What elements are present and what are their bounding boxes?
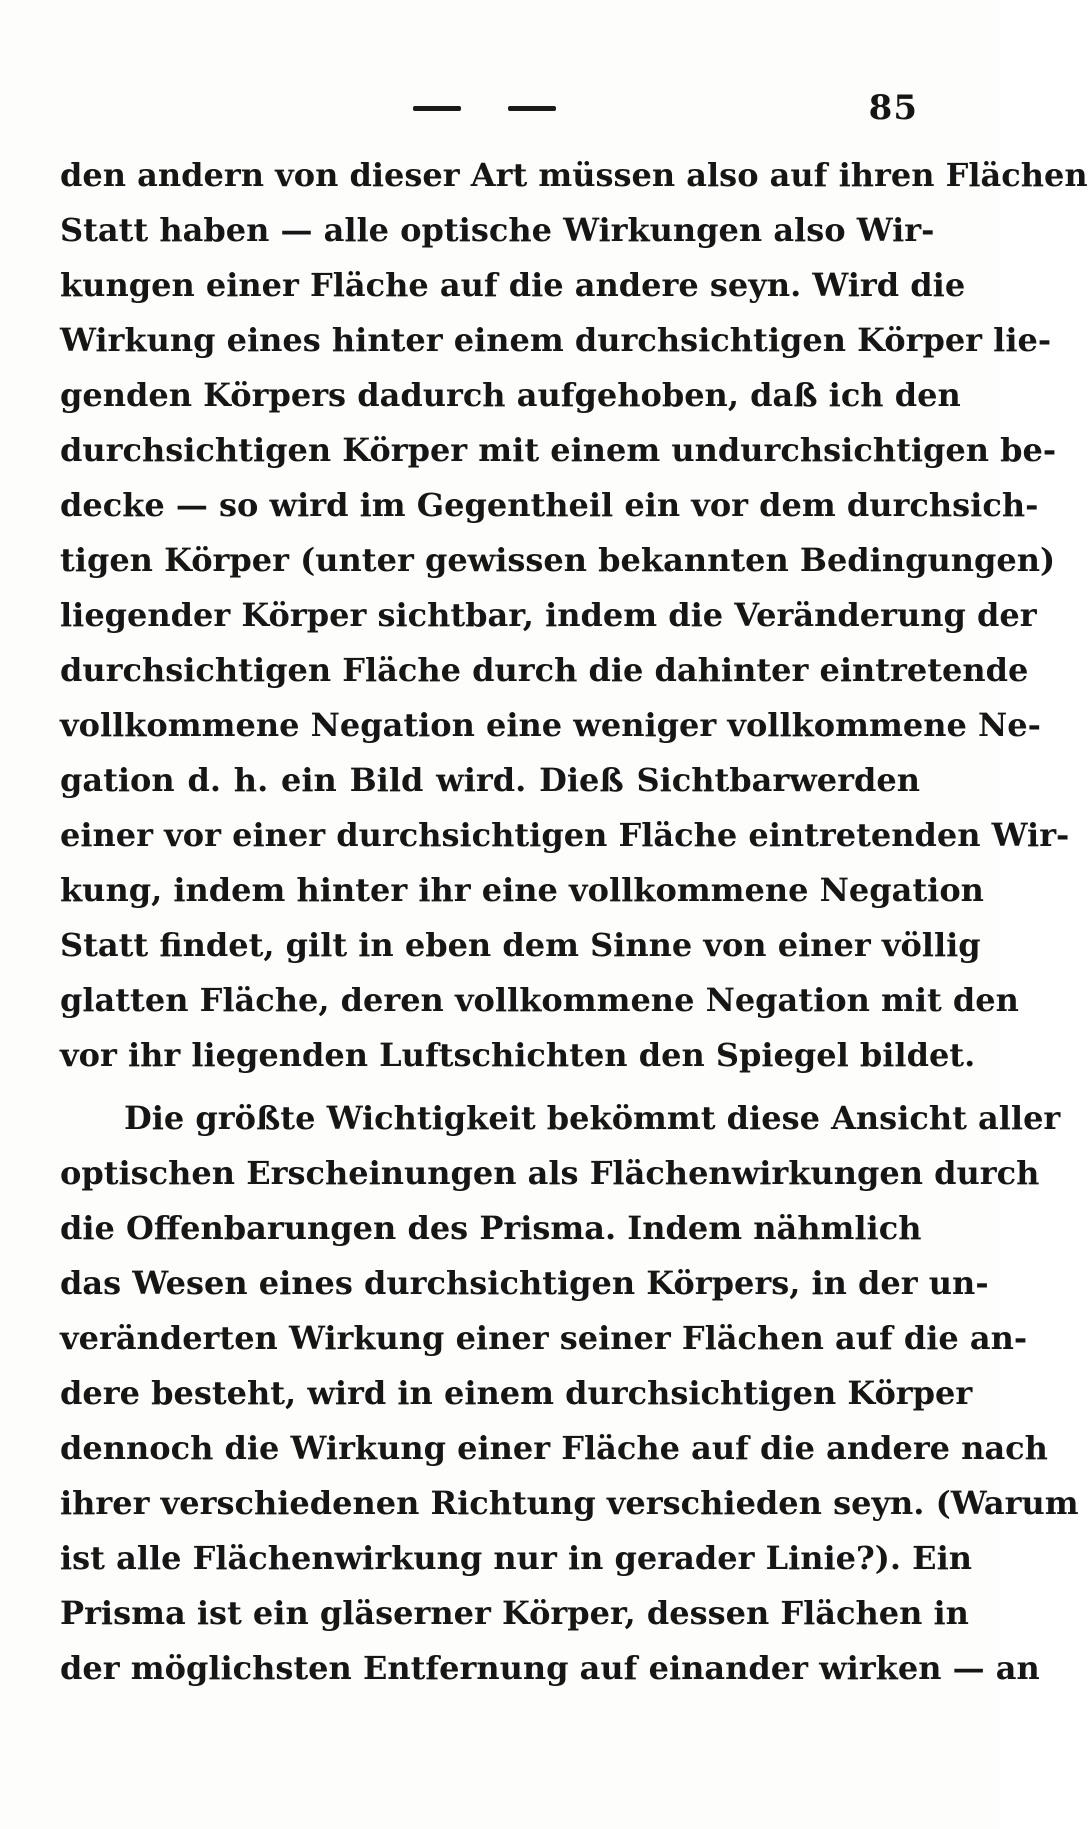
text-line: Prisma ist ein gläserner Körper, dessen Flächen in	[60, 1594, 969, 1632]
text-line: liegender Körper sichtbar, indem die Veränderung der	[60, 596, 1037, 634]
text-line: ist alle Flächenwirkung nur in gerader Linie?). Ein	[60, 1539, 972, 1577]
text-line: dere besteht, wird in einem durchsichtigen Körper	[60, 1374, 973, 1412]
text-line: der möglichsten Entfernung auf einander wirken — an	[60, 1649, 1040, 1687]
paragraph-1	[60, 148, 1088, 1083]
header-dash-left	[413, 106, 461, 111]
text-line: tigen Körper (unter gewissen bekannten Bedingungen)	[60, 541, 1056, 579]
text-line: Statt findet, gilt in eben dem Sinne von einer völlig	[60, 926, 981, 964]
text-line: kung, indem hinter ihr eine vollkommene Negation	[60, 871, 984, 909]
text-line: vor ihr liegenden Luftschichten den Spiegel bildet.	[60, 1036, 976, 1074]
text-line: Die größte Wichtigkeit bekömmt diese Ansicht aller	[124, 1099, 1061, 1137]
text-line: das Wesen eines durchsichtigen Körpers, in der un-	[60, 1264, 989, 1302]
text-line: kungen einer Fläche auf die andere seyn. Wird die	[60, 266, 966, 304]
text-line: vollkommene Negation eine weniger vollkommene Ne-	[60, 706, 1041, 744]
text-line: genden Körpers dadurch aufgehoben, daß ich den	[60, 376, 961, 414]
text-line: decke — so wird im Gegentheil ein vor dem durchsich-	[60, 486, 1039, 524]
text-line: durchsichtigen Fläche durch die dahinter eintretende	[60, 651, 1029, 689]
text-line: die Offenbarungen des Prisma. Indem nähmlich	[60, 1209, 922, 1247]
page-body	[60, 148, 1088, 1696]
text-line: optischen Erscheinungen als Flächenwirkungen durch	[60, 1154, 1040, 1192]
text-line: veränderten Wirkung einer seiner Flächen auf die an-	[60, 1319, 1028, 1357]
text-line: glatten Fläche, deren vollkommene Negation mit den	[60, 981, 1019, 1019]
paragraph-gap	[60, 1083, 920, 1091]
text-line: Wirkung eines hinter einem durchsichtigen Körper lie-	[60, 321, 1052, 359]
text-line: dennoch die Wirkung einer Fläche auf die andere nach	[60, 1429, 1048, 1467]
header-dash-right	[508, 106, 556, 111]
page-header	[0, 88, 1000, 128]
page-number: 85	[868, 88, 918, 128]
text-line: einer vor einer durchsichtigen Fläche eintretenden Wir-	[60, 816, 1070, 854]
text-line: den andern von dieser Art müssen also auf ihren Flächen	[60, 156, 1088, 194]
text-line: Statt haben — alle optische Wirkungen also Wir-	[60, 211, 935, 249]
text-line: durchsichtigen Körper mit einem undurchsichtigen be-	[60, 431, 1057, 469]
text-line: gation d. h. ein Bild wird. Dieß Sichtbarwerden	[60, 761, 920, 799]
paragraph-2	[60, 1091, 1079, 1696]
text-line: ihrer verschiedenen Richtung verschieden seyn. (Warum	[60, 1484, 1079, 1522]
